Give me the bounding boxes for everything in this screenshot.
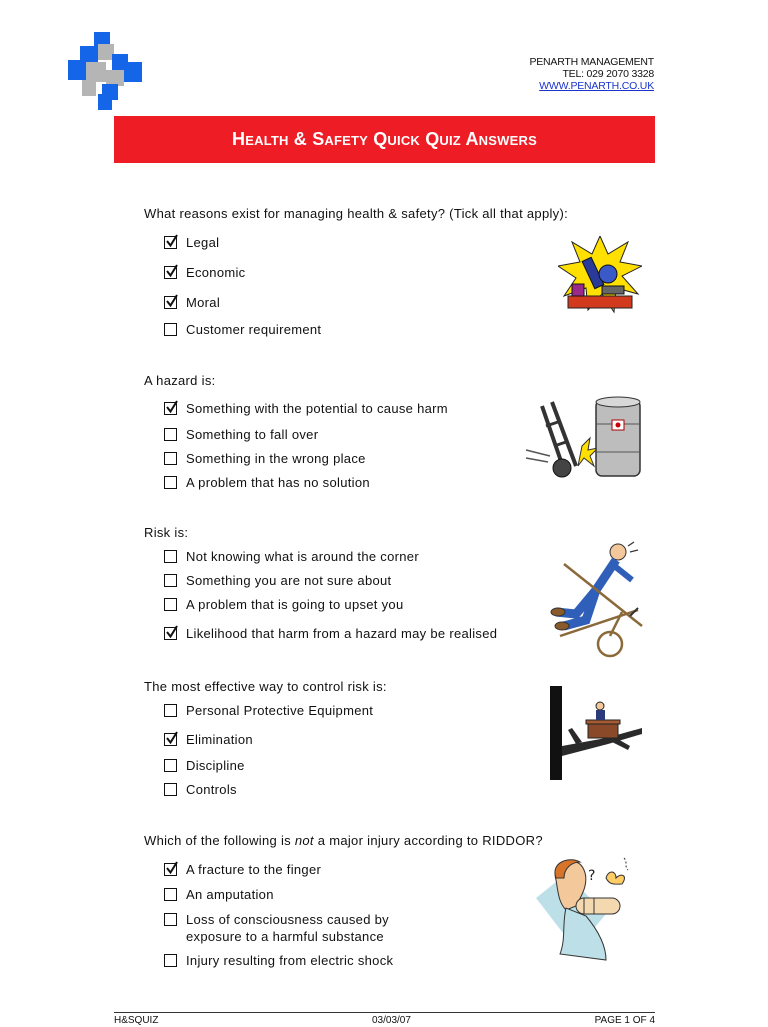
option-label: Discipline	[186, 758, 245, 773]
footer-page-number: PAGE 1 OF 4	[594, 1015, 655, 1026]
option-label: A problem that has no solution	[186, 475, 370, 490]
question-1-prompt: What reasons exist for managing health & safety? (Tick all that apply):	[144, 206, 569, 221]
man-with-rake-clipart	[546, 540, 646, 658]
checkbox[interactable]	[164, 428, 177, 441]
option-label: Something in the wrong place	[186, 451, 366, 466]
question-1-option-3[interactable]	[164, 296, 220, 311]
svg-text:?: ?	[588, 868, 596, 884]
question-5-prompt	[144, 833, 543, 848]
prompt-emphasis: not	[294, 833, 314, 848]
option-label: Economic	[186, 265, 246, 280]
question-3-option-4[interactable]	[164, 627, 497, 642]
option-label: Loss of consciousness caused by exposure to a harmful substance	[186, 912, 389, 944]
question-2-option-4[interactable]	[164, 476, 370, 491]
question-5-option-4[interactable]	[164, 954, 393, 969]
checkbox[interactable]	[164, 598, 177, 611]
option-label: Elimination	[186, 732, 253, 747]
checkbox[interactable]	[164, 704, 177, 717]
option-label: Customer requirement	[186, 322, 322, 337]
question-2-option-2[interactable]	[164, 428, 318, 443]
question-3-prompt: Risk is:	[144, 525, 189, 540]
tick-icon	[164, 233, 180, 249]
hand-truck-barrel-clipart	[524, 396, 644, 480]
prompt-text: a major injury according to RIDDOR?	[313, 833, 543, 848]
option-label: Something with the potential to cause harm	[186, 401, 448, 416]
footer-doc-id: H&SQUIZ	[114, 1015, 159, 1026]
question-1-option-4[interactable]	[164, 323, 321, 338]
question-4-option-2[interactable]	[164, 733, 253, 748]
question-4-option-3[interactable]	[164, 759, 245, 774]
telephone: TEL: 029 2070 3328	[562, 68, 654, 80]
tick-icon	[164, 624, 180, 640]
checkbox[interactable]	[164, 759, 177, 772]
website-link[interactable]: WWW.PENARTH.CO.UK	[539, 80, 654, 92]
prompt-text: Which of the following is	[144, 833, 295, 848]
option-label: Likelihood that harm from a hazard may be realised	[186, 626, 498, 641]
page-title: Health & Safety Quick Quiz Answers	[232, 129, 537, 149]
option-label: Something to fall over	[186, 427, 319, 442]
checkbox[interactable]	[164, 574, 177, 587]
option-label: A fracture to the finger	[186, 862, 322, 877]
option-label: Something you are not sure about	[186, 573, 392, 588]
question-5-option-2[interactable]	[164, 888, 274, 903]
contact-block	[529, 56, 654, 92]
option-label: Moral	[186, 295, 221, 310]
question-4-option-4[interactable]	[164, 783, 237, 798]
checkbox[interactable]	[164, 913, 177, 926]
checkbox[interactable]	[164, 954, 177, 967]
footer-date: 03/03/07	[372, 1015, 411, 1026]
company-logo	[68, 32, 142, 110]
checkbox[interactable]	[164, 266, 177, 279]
checkbox[interactable]	[164, 863, 177, 876]
page-footer	[114, 1012, 655, 1027]
question-2-option-1[interactable]	[164, 402, 448, 417]
question-4-option-1[interactable]	[164, 704, 373, 719]
checkbox[interactable]	[164, 550, 177, 563]
question-2-option-3[interactable]	[164, 452, 366, 467]
checkbox[interactable]	[164, 236, 177, 249]
title-banner	[114, 116, 655, 163]
company-name: PENARTH MANAGEMENT	[529, 56, 654, 68]
checkbox[interactable]	[164, 452, 177, 465]
option-label: Not knowing what is around the corner	[186, 549, 419, 564]
checkbox[interactable]	[164, 733, 177, 746]
injured-person-clipart	[536, 854, 632, 968]
question-1-option-2[interactable]	[164, 266, 245, 281]
tick-icon	[164, 730, 180, 746]
checkbox[interactable]	[164, 627, 177, 640]
tick-icon	[164, 399, 180, 415]
option-label: Injury resulting from electric shock	[186, 953, 394, 968]
option-label: A problem that is going to upset you	[186, 597, 404, 612]
question-5-option-3[interactable]	[164, 913, 426, 945]
question-2-prompt: A hazard is:	[144, 373, 216, 388]
option-label: Legal	[186, 235, 220, 250]
option-label: Personal Protective Equipment	[186, 703, 374, 718]
checkbox[interactable]	[164, 783, 177, 796]
question-3-option-3[interactable]	[164, 598, 404, 613]
question-3-option-1[interactable]	[164, 550, 419, 565]
question-4-prompt: The most effective way to control risk is:	[144, 679, 387, 694]
question-1-option-1[interactable]	[164, 236, 219, 251]
question-5-option-1[interactable]	[164, 863, 321, 878]
question-3-option-2[interactable]	[164, 574, 391, 589]
tick-icon	[164, 263, 180, 279]
desk-on-branch-clipart	[546, 686, 644, 782]
checkbox[interactable]	[164, 476, 177, 489]
option-label: An amputation	[186, 887, 274, 902]
checkbox[interactable]	[164, 323, 177, 336]
tick-icon	[164, 293, 180, 309]
option-label: Controls	[186, 782, 237, 797]
checkbox[interactable]	[164, 888, 177, 901]
tick-icon	[164, 860, 180, 876]
checkbox[interactable]	[164, 296, 177, 309]
microscope-clipart	[558, 236, 642, 316]
checkbox[interactable]	[164, 402, 177, 415]
